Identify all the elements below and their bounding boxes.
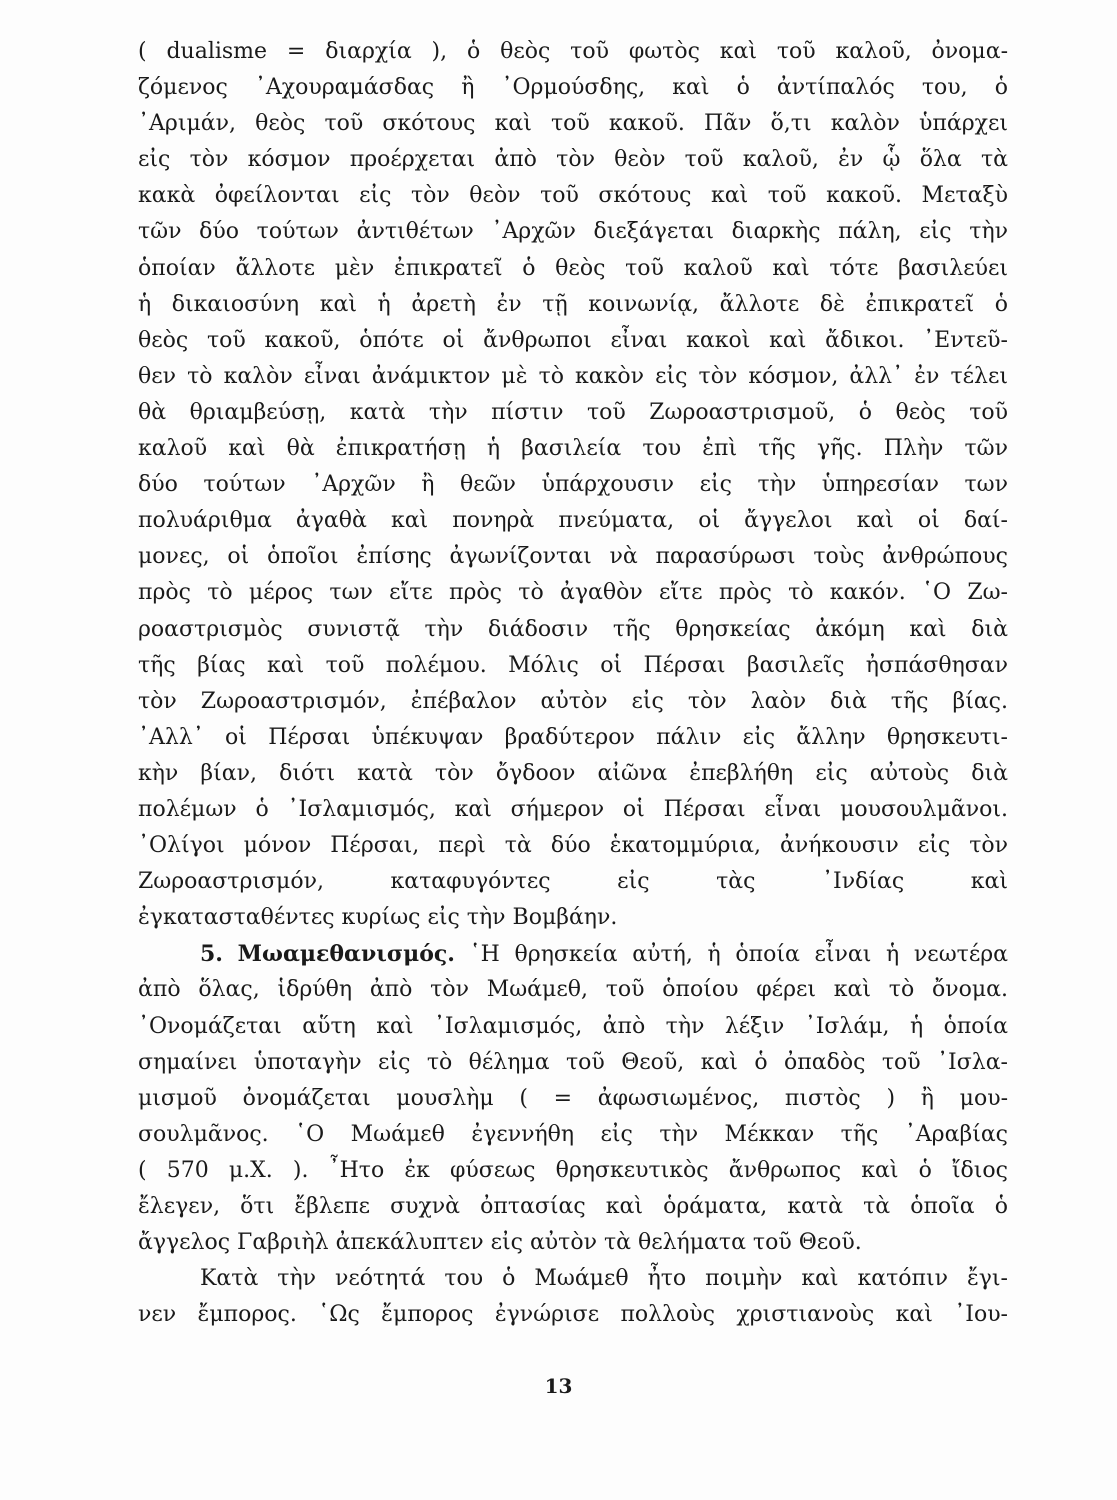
text-line: τῶν δύο τούτων ἀντιθέτων ᾿Αρχῶν διεξάγεται διαρκὴς πάλη, εἰς τὴν xyxy=(138,219,1008,245)
text-line: νεν ἔμπορος. ῾Ως ἔμπορος ἐγνώρισε πολλοὺς χριστιανοὺς καὶ ᾿Ιου- xyxy=(138,1302,1008,1328)
text-line: ᾿Αριμάν, θεὸς τοῦ σκότους καὶ τοῦ κακοῦ. Πᾶν ὅ,τι καλὸν ὑπάρχει xyxy=(138,111,1008,137)
text-line: μονες, οἱ ὁποῖοι ἐπίσης ἀγωνίζονται νὰ παρασύρωσι τοὺς ἀνθρώπους xyxy=(138,544,1008,570)
section-heading-line xyxy=(138,936,1008,972)
text-line: Κατὰ τὴν νεότητά του ὁ Μωάμεθ ἦτο ποιμὴν καὶ κατόπιν ἔγι- xyxy=(200,1266,1008,1292)
text-line: τῆς βίας καὶ τοῦ πολέμου. Μόλις οἱ Πέρσαι βασιλεῖς ἠσπάσθησαν xyxy=(138,652,1008,678)
text-line: κακὰ ὀφείλονται εἰς τὸν θεὸν τοῦ σκότους καὶ τοῦ κακοῦ. Μεταξὺ xyxy=(138,183,1008,209)
text-line: ἔλεγεν, ὅτι ἔβλεπε συχνὰ ὀπτασίας καὶ ὁράματα, κατὰ τὰ ὁποῖα ὁ xyxy=(138,1194,1008,1219)
text-line: ᾿Ολίγοι μόνον Πέρσαι, περὶ τὰ δύο ἑκατομμύρια, ἀνήκουσιν εἰς τὸν xyxy=(138,833,1008,859)
text-line: σουλμᾶνος. ῾Ο Μωάμεθ ἐγεννήθη εἰς τὴν Μέκκαν τῆς ᾿Αραβίας xyxy=(138,1121,1008,1147)
text-line: μισμοῦ ὀνομάζεται μουσλὴμ ( = ἀφωσιωμένος, πιστὸς ) ἢ μου- xyxy=(138,1085,1008,1111)
text-line: πολέμων ὁ ᾿Ισλαμισμός, καὶ σήμερον οἱ Πέρσαι εἶναι μουσουλμᾶνοι. xyxy=(138,796,1008,822)
text-line: καλοῦ καὶ θὰ ἐπικρατήσῃ ἡ βασιλεία του ἐπὶ τῆς γῆς. Πλὴν τῶν xyxy=(138,436,1008,462)
text-line: πολυάριθμα ἀγαθὰ καὶ πονηρὰ πνεύματα, οἱ ἄγγελοι καὶ οἱ δαί- xyxy=(138,508,1008,534)
text-line: ἄγγελος Γαβριὴλ ἀπεκάλυπτεν εἰς αὐτὸν τὰ θελήματα τοῦ Θεοῦ. xyxy=(138,1230,862,1256)
text-line: ( dualisme = διαρχία ), ὁ θεὸς τοῦ φωτὸς καὶ τοῦ καλοῦ, ὀνομα- xyxy=(138,39,1008,64)
section-title: Μωαμεθανισμός. xyxy=(237,941,455,968)
text-line: εἰς τὸν κόσμον προέρχεται ἀπὸ τὸν θεὸν τοῦ καλοῦ, ἐν ᾧ ὅλα τὰ xyxy=(138,147,1008,173)
page-number: 13 xyxy=(544,1374,573,1398)
text-line: ( 570 μ.Χ. ). ῏Ητο ἐκ φύσεως θρησκευτικὸς ἄνθρωπος καὶ ὁ ἴδιος xyxy=(138,1157,1008,1183)
text-line: ἐγκατασταθέντες κυρίως εἰς τὴν Βομβάην. xyxy=(138,905,618,931)
text-line: ἀπὸ ὅλας, ἱδρύθη ἀπὸ τὸν Μωάμεθ, τοῦ ὁποίου φέρει καὶ τὸ ὄνομα. xyxy=(138,977,1008,1003)
section-first-line-text: ῾Η θρησκεία αὐτή, ἡ ὁποία εἶναι ἡ νεωτέρα xyxy=(469,942,1009,968)
text-line: Ζωροαστρισμόν, καταφυγόντες εἰς τὰς ᾿Ινδίας καὶ xyxy=(138,869,1008,895)
text-line: ἡ δικαιοσύνη καὶ ἡ ἀρετὴ ἐν τῇ κοινωνίᾳ, ἄλλοτε δὲ ἐπικρατεῖ ὁ xyxy=(138,291,1008,317)
text-line: κὴν βίαν, διότι κατὰ τὸν ὄγδοον αἰῶνα ἐπεβλήθη εἰς αὐτοὺς διὰ xyxy=(138,760,1008,786)
text-line: ροαστρισμὸς συνιστᾷ τὴν διάδοσιν τῆς θρησκείας ἀκόμη καὶ διὰ xyxy=(138,616,1008,642)
text-line: ᾿Αλλ᾿ οἱ Πέρσαι ὑπέκυψαν βραδύτερον πάλιν εἰς ἄλλην θρησκευτι- xyxy=(138,724,1008,750)
text-line: ζόμενος ᾿Αχουραμάσδας ἢ ᾿Ορμούσδης, καὶ ὁ ἀντίπαλός του, ὁ xyxy=(138,75,1008,101)
text-line: δύο τούτων ᾿Αρχῶν ἢ θεῶν ὑπάρχουσιν εἰς τὴν ὑπηρεσίαν των xyxy=(138,472,1008,498)
body-text xyxy=(138,34,1008,1333)
text-line: ὁποίαν ἄλλοτε μὲν ἐπικρατεῖ ὁ θεὸς τοῦ καλοῦ καὶ τότε βασιλεύει xyxy=(138,255,1008,281)
text-line: ᾿Ονομάζεται αὕτη καὶ ᾿Ισλαμισμός, ἀπὸ τὴν λέξιν ᾿Ισλάμ, ἡ ὁποία xyxy=(138,1013,1008,1039)
text-line: τὸν Ζωροαστρισμόν, ἐπέβαλον αὐτὸν εἰς τὸν λαὸν διὰ τῆς βίας. xyxy=(138,688,1008,714)
text-line: θὰ θριαμβεύσῃ, κατὰ τὴν πίστιν τοῦ Ζωροαστρισμοῦ, ὁ θεὸς τοῦ xyxy=(138,399,1008,425)
text-line: θεν τὸ καλὸν εἶναι ἀνάμικτον μὲ τὸ κακὸν εἰς τὸν κόσμον, ἀλλ᾿ ἐν τέλει xyxy=(138,363,1008,389)
text-line: θεὸς τοῦ κακοῦ, ὁπότε οἱ ἄνθρωποι εἶναι κακοὶ καὶ ἄδικοι. ᾿Εντεῦ- xyxy=(138,327,1008,353)
text-line: πρὸς τὸ μέρος των εἴτε πρὸς τὸ ἀγαθὸν εἴτε πρὸς τὸ κακόν. ῾Ο Ζω- xyxy=(138,580,1008,606)
section-number: 5. xyxy=(200,941,223,968)
text-line: σημαίνει ὑποταγὴν εἰς τὸ θέλημα τοῦ Θεοῦ, καὶ ὁ ὀπαδὸς τοῦ ᾿Ισλα- xyxy=(138,1049,1008,1075)
